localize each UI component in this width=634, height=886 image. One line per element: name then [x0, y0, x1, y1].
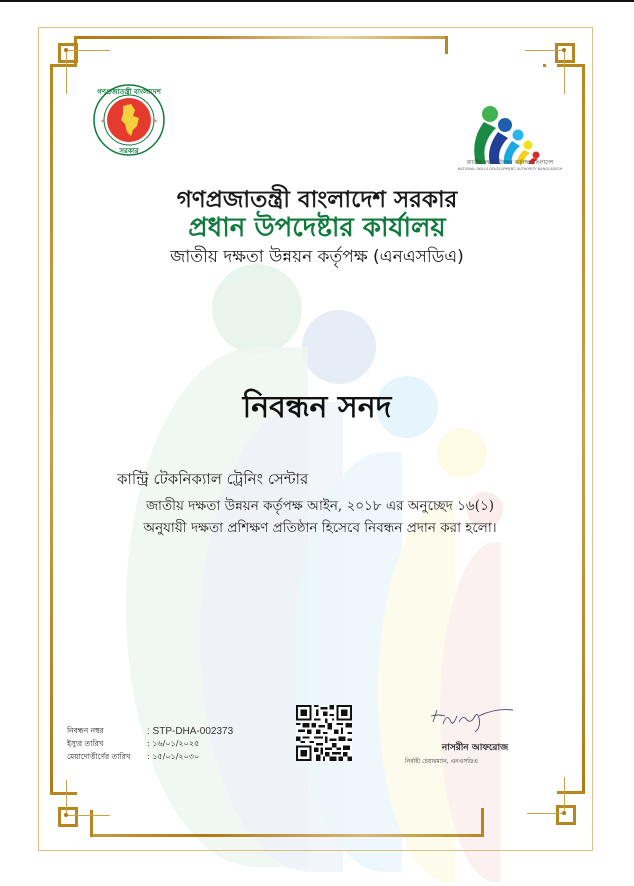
- signatory-name: নাসরীন আফরোজ: [441, 743, 509, 753]
- seal-bottom-text: সরকার: [119, 147, 139, 155]
- issue-date: : ১৬/০১/২০২৫: [147, 739, 200, 748]
- nsda-caption-en: NATIONAL SKILLS DEVELOPMENT AUTHORITY BANGLADESH: [457, 167, 563, 171]
- registration-number: : STP-DHA-002373: [147, 726, 234, 737]
- detail-label: ইস্যুর তারিখ: [67, 738, 104, 748]
- inner-border-left-step: [50, 64, 77, 67]
- certificate-page: [0, 2, 634, 886]
- institute-name: কান্ট্রি টেকনিক্যাল ট্রেনিং সেন্টার: [117, 470, 309, 488]
- detail-row-expiry-date: [67, 751, 233, 764]
- svg-text:*: *: [154, 119, 157, 126]
- nsda-caption-bn: জাতীয় দক্ষতা উন্নয়ন কর্তৃপক্ষ বাংলাদেশ: [466, 160, 554, 166]
- expiry-date: : ১৫/০১/২০৩০: [147, 752, 200, 761]
- svg-text:*: *: [101, 119, 104, 126]
- government-heading: গণপ্রজাতন্ত্রী বাংলাদেশ সরকার: [176, 187, 458, 213]
- signature-icon: [425, 702, 515, 734]
- inner-border-top: [74, 36, 448, 39]
- inner-border-bottom-right-rise: [481, 808, 484, 837]
- government-seal-icon: [93, 84, 165, 156]
- inner-border-left-bottom-step: [50, 792, 77, 795]
- seal-top-text: গণপ্রজাতন্ত্রী বাংলাদেশ: [97, 88, 161, 96]
- signatory-title: নির্বাহী চেয়ারম্যান, এনএসডিএ: [405, 758, 478, 765]
- certificate-body-line-2: অনুযায়ী দক্ষতা প্রশিক্ষণ প্রতিষ্ঠান হিসেবে নিবন্ধন প্রদান করা হলো।: [143, 520, 497, 536]
- nsda-logo-caption: [455, 160, 565, 172]
- detail-label: নিবন্ধন নম্বর: [67, 725, 104, 735]
- office-heading: প্রধান উপদেষ্টার কার্যালয়: [188, 213, 446, 243]
- inner-border-right-top-step: [557, 64, 585, 67]
- detail-label: মেয়াদোত্তীর্ণের তারিখ: [67, 751, 131, 761]
- detail-row-registration-number: [67, 725, 233, 738]
- authority-heading: জাতীয় দক্ষতা উন্নয়ন কর্তৃপক্ষ (এনএসডিএ): [170, 247, 464, 267]
- inner-border-right-bottom-step: [557, 791, 585, 794]
- certificate-body-line-1: জাতীয় দক্ষতা উন্নয়ন কর্তৃপক্ষ আইন, ২০১৮ এর অনুচ্ছেদ ১৬(১): [145, 498, 494, 514]
- inner-border-right-step: [543, 64, 546, 67]
- qr-code-icon[interactable]: [296, 705, 352, 761]
- detail-row-issue-date: [67, 738, 233, 751]
- inner-border-top-right-drop: [445, 36, 448, 54]
- certificate-body: [100, 495, 540, 539]
- registration-details: [67, 725, 233, 764]
- inner-border-bottom: [90, 834, 483, 837]
- certificate-title: নিবন্ধন সনদ: [242, 390, 392, 425]
